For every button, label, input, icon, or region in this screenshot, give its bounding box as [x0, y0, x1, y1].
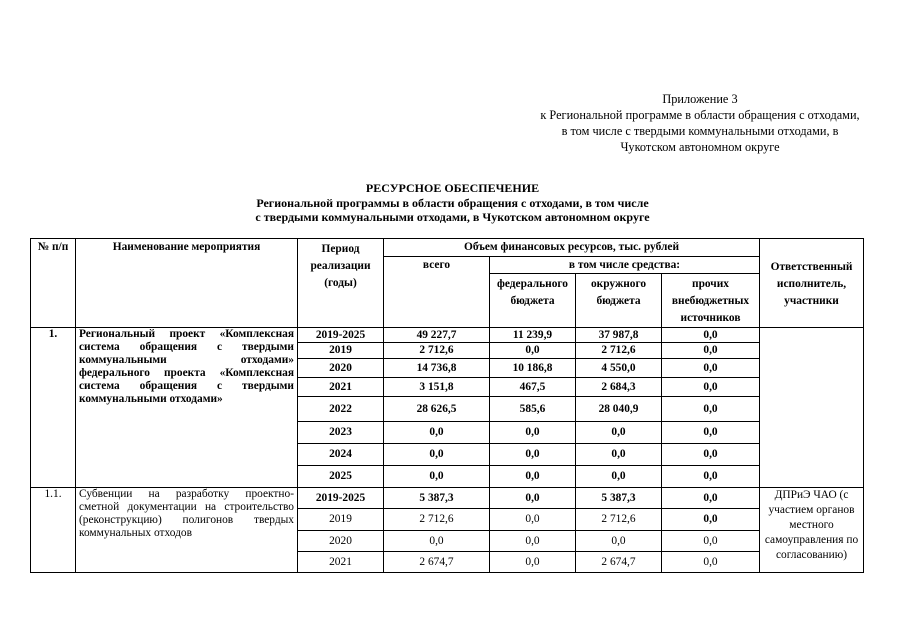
cell-period: 2020 — [298, 531, 384, 552]
header-volume: Объем финансовых ресурсов, тыс. рублей — [384, 239, 760, 257]
cell-total: 0,0 — [384, 531, 490, 552]
cell-federal: 467,5 — [490, 378, 576, 397]
cell-other: 0,0 — [662, 359, 760, 378]
header-name: Наименование мероприятия — [76, 239, 298, 328]
cell-total: 0,0 — [384, 422, 490, 444]
cell-other: 0,0 — [662, 552, 760, 573]
heading-title: РЕСУРСНОЕ ОБЕСПЕЧЕНИЕ — [365, 181, 540, 195]
cell-federal: 10 186,8 — [490, 359, 576, 378]
cell-total: 3 151,8 — [384, 378, 490, 397]
header-total: всего — [384, 257, 490, 328]
header-executor: Ответственный исполнитель, участники — [760, 239, 864, 328]
cell-period: 2022 — [298, 397, 384, 422]
cell-other: 0,0 — [662, 397, 760, 422]
cell-district: 2 712,6 — [576, 343, 662, 359]
cell-period: 2025 — [298, 466, 384, 488]
cell-period: 2019-2025 — [298, 488, 384, 509]
document-heading — [120, 181, 785, 225]
appendix-line: к Региональной программе в области обращения с отходами, — [540, 108, 860, 122]
row-name: Субвенции на разработку проектно-сметной документации на строительство (реконструкцию) полигонов твердых коммунальных отходов — [76, 488, 298, 573]
cell-total: 49 227,7 — [384, 328, 490, 343]
cell-district: 28 040,9 — [576, 397, 662, 422]
cell-district: 4 550,0 — [576, 359, 662, 378]
cell-district: 2 674,7 — [576, 552, 662, 573]
header-period: Период реализации (годы) — [298, 239, 384, 328]
cell-total: 0,0 — [384, 466, 490, 488]
cell-federal: 0,0 — [490, 466, 576, 488]
cell-district: 5 387,3 — [576, 488, 662, 509]
cell-period: 2023 — [298, 422, 384, 444]
cell-period: 2019 — [298, 509, 384, 531]
cell-district: 37 987,8 — [576, 328, 662, 343]
row-name: Региональный проект «Комплексная система обращения с твердыми коммунальными отходами» федерального проекта «Комплексная система обращения с твердыми коммунальными отходами» — [76, 328, 298, 488]
table-row — [31, 328, 864, 343]
cell-period: 2021 — [298, 378, 384, 397]
appendix-line: в том числе с твердыми коммунальными отходами, в — [561, 124, 839, 138]
cell-period: 2020 — [298, 359, 384, 378]
cell-federal: 585,6 — [490, 397, 576, 422]
header-district: окружного бюджета — [576, 274, 662, 328]
cell-federal: 0,0 — [490, 552, 576, 573]
appendix-note — [500, 91, 900, 155]
cell-federal: 11 239,9 — [490, 328, 576, 343]
cell-other: 0,0 — [662, 466, 760, 488]
heading-line: с твердыми коммунальными отходами, в Чукотском автономном округе — [255, 210, 650, 224]
cell-district: 0,0 — [576, 531, 662, 552]
cell-other: 0,0 — [662, 488, 760, 509]
resource-table — [30, 238, 864, 573]
row-num: 1.1. — [31, 488, 76, 573]
table-row — [31, 488, 864, 509]
cell-other: 0,0 — [662, 328, 760, 343]
cell-other: 0,0 — [662, 422, 760, 444]
appendix-line: Приложение 3 — [662, 92, 738, 106]
row-executor — [760, 328, 864, 488]
header-federal: федерального бюджета — [490, 274, 576, 328]
cell-total: 2 674,7 — [384, 552, 490, 573]
cell-federal: 0,0 — [490, 531, 576, 552]
cell-total: 5 387,3 — [384, 488, 490, 509]
cell-district: 2 712,6 — [576, 509, 662, 531]
cell-district: 0,0 — [576, 444, 662, 466]
cell-other: 0,0 — [662, 343, 760, 359]
cell-other: 0,0 — [662, 509, 760, 531]
cell-federal: 0,0 — [490, 422, 576, 444]
header-num: № п/п — [31, 239, 76, 328]
cell-other: 0,0 — [662, 531, 760, 552]
cell-period: 2021 — [298, 552, 384, 573]
cell-district: 0,0 — [576, 466, 662, 488]
cell-federal: 0,0 — [490, 488, 576, 509]
cell-federal: 0,0 — [490, 444, 576, 466]
header-including: в том числе средства: — [490, 257, 760, 274]
cell-district: 2 684,3 — [576, 378, 662, 397]
heading-line: Региональной программы в области обращения с отходами, в том числе — [256, 195, 649, 210]
cell-district: 0,0 — [576, 422, 662, 444]
cell-total: 0,0 — [384, 444, 490, 466]
row-executor: ДПРиЭ ЧАО (с участием органов местного самоуправления по согласованию) — [760, 488, 864, 573]
cell-other: 0,0 — [662, 444, 760, 466]
cell-total: 14 736,8 — [384, 359, 490, 378]
cell-period: 2024 — [298, 444, 384, 466]
cell-period: 2019-2025 — [298, 328, 384, 343]
cell-period: 2019 — [298, 343, 384, 359]
row-num: 1. — [31, 328, 76, 488]
cell-total: 2 712,6 — [384, 509, 490, 531]
cell-federal: 0,0 — [490, 509, 576, 531]
header-other: прочих внебюджетных источников — [662, 274, 760, 328]
cell-other: 0,0 — [662, 378, 760, 397]
cell-federal: 0,0 — [490, 343, 576, 359]
cell-total: 28 626,5 — [384, 397, 490, 422]
appendix-line: Чукотском автономном округе — [620, 140, 780, 154]
cell-total: 2 712,6 — [384, 343, 490, 359]
